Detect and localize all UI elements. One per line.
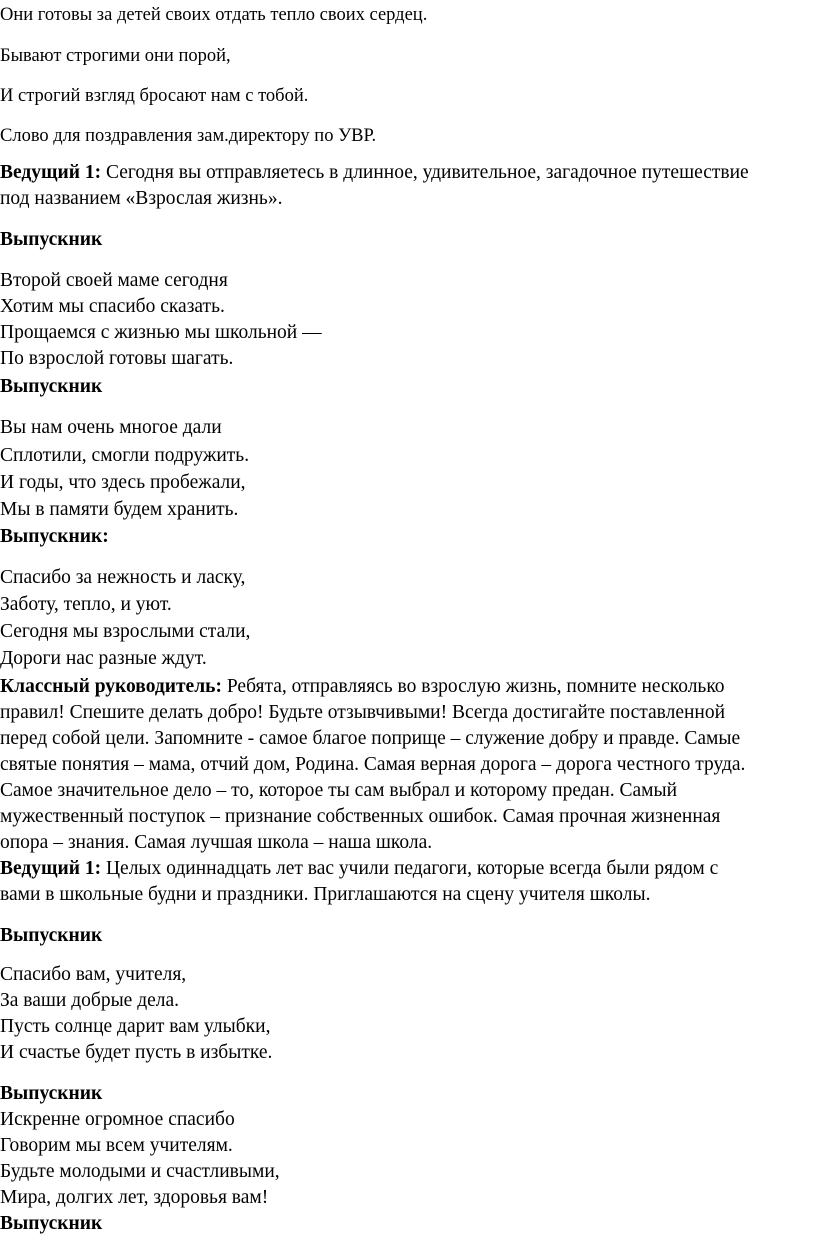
poem-line: Сегодня мы взрослыми стали,	[0, 621, 251, 642]
poem-line: Хотим мы спасибо сказать.	[0, 296, 225, 317]
poem-line: По взрослой готовы шагать.	[0, 348, 234, 369]
speaker-label: Выпускник	[0, 229, 103, 250]
poem-line: Пусть солнце дарит вам улыбки,	[0, 1016, 271, 1037]
poem-line: Вы нам очень многое дали	[0, 417, 222, 438]
poem-line: Мира, долгих лет, здоровья вам!	[0, 1187, 269, 1208]
paragraph-text: Ребята, отправляясь во взрослую жизнь, помните несколько	[221, 676, 725, 697]
poem-line: Спасибо вам, учителя,	[0, 964, 187, 985]
poem-line: Говорим мы всем учителям.	[0, 1135, 233, 1156]
poem-line: Искренне огромное спасибо	[0, 1109, 235, 1130]
intro-line-2: Бывают строгими они порой,	[0, 46, 231, 66]
speaker-label: Выпускник	[0, 376, 103, 397]
intro-line-1: Они готовы за детей своих отдать тепло своих сердец.	[0, 5, 428, 25]
speaker-label: Выпускник:	[0, 526, 109, 547]
poem-line: Сплотили, смогли подружить.	[0, 445, 250, 466]
host1-paragraph-line-2: под названием «Взрослая жизнь».	[0, 188, 283, 209]
speaker-label: Классный руководитель:	[0, 676, 222, 697]
teacher-paragraph-line-1	[0, 674, 725, 700]
poem-line: И счастье будет пусть в избытке.	[0, 1042, 273, 1063]
teacher-paragraph-line: правил! Спешите делать добро! Будьте отзывчивыми! Всегда достигайте поставленной	[0, 702, 726, 723]
host1-paragraph-line-2: вами в школьные будни и праздники. Приглашаются на сцену учителя школы.	[0, 884, 651, 905]
poem-line: Второй своей маме сегодня	[0, 270, 228, 291]
teacher-paragraph-line: Самое значительное дело – то, которое ты сам выбрал и которому предан. Самый	[0, 780, 678, 801]
poem-line: Дороги нас разные ждут.	[0, 648, 207, 669]
poem-line: Прощаемся с жизнью мы школьной —	[0, 322, 322, 343]
speech-line: Слово для поздравления зам.директору по УВР.	[0, 126, 377, 146]
poem-line: И годы, что здесь пробежали,	[0, 472, 246, 493]
poem-line: Заботу, тепло, и уют.	[0, 594, 172, 615]
poem-line: Мы в памяти будем хранить.	[0, 499, 239, 520]
poem-line: За ваши добрые дела.	[0, 990, 180, 1011]
teacher-paragraph-line: святые понятия – мама, отчий дом, Родина. Самая верная дорога – дорога честного труда.	[0, 754, 746, 775]
paragraph-text: Сегодня вы отправляетесь в длинное, удивительное, загадочное путешествие	[101, 162, 749, 183]
speaker-label: Выпускник	[0, 1213, 103, 1234]
speaker-label: Ведущий 1:	[0, 162, 102, 183]
host1-paragraph-line-1	[0, 856, 718, 882]
paragraph-text: Целых одиннадцать лет вас учили педагоги, которые всегда были рядом с	[101, 858, 719, 879]
poem-line: Будьте молодыми и счастливыми,	[0, 1161, 280, 1182]
host1-paragraph-line-1	[0, 160, 749, 186]
teacher-paragraph-line: перед собой цели. Запомните - самое благое поприще – служение добру и правде. Самые	[0, 728, 741, 749]
speaker-label: Выпускник	[0, 925, 103, 946]
speaker-label: Выпускник	[0, 1083, 103, 1104]
teacher-paragraph-line: опора – знания. Самая лучшая школа – наша школа.	[0, 832, 433, 853]
intro-line-3: И строгий взгляд бросают нам с тобой.	[0, 86, 309, 106]
teacher-paragraph-line: мужественный поступок – признание собственных ошибок. Самая прочная жизненная	[0, 806, 721, 827]
poem-line: Спасибо за нежность и ласку,	[0, 567, 246, 588]
speaker-label: Ведущий 1:	[0, 858, 102, 879]
